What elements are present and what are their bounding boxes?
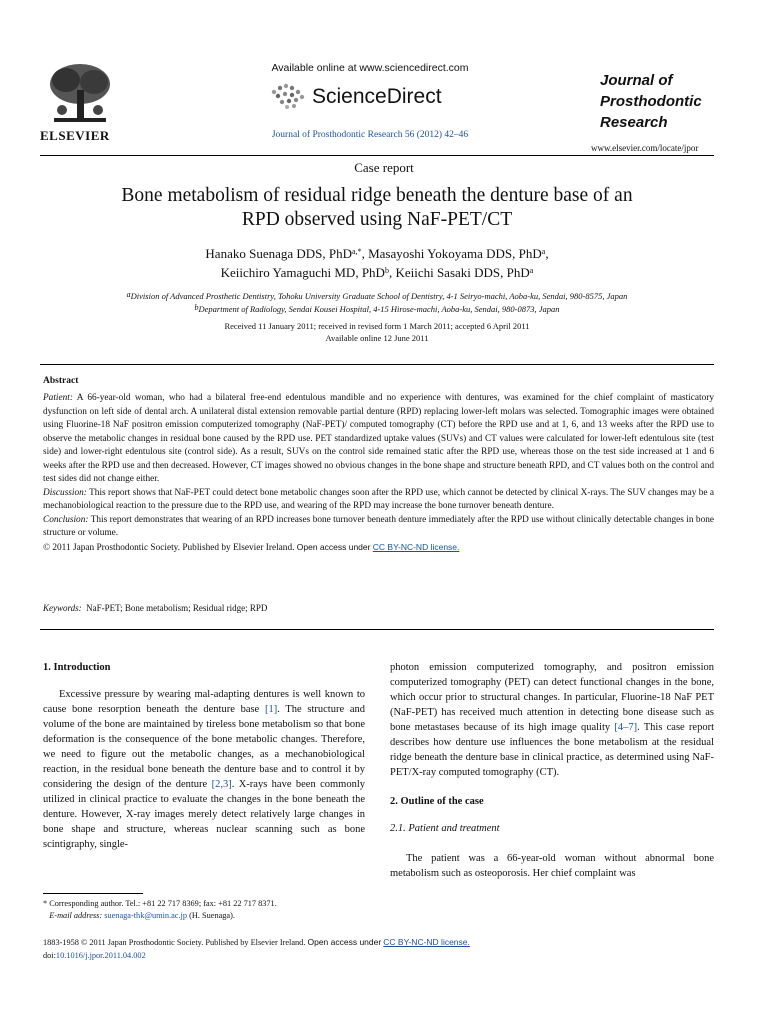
- license-link[interactable]: CC BY-NC-ND license.: [372, 541, 460, 552]
- header-divider: [40, 155, 714, 156]
- journal-title: [600, 70, 702, 133]
- author-name: Hanako Suenaga DDS, PhD: [205, 246, 352, 261]
- author-name: Keiichiro Yamaguchi MD, PhD: [220, 265, 385, 280]
- license-link[interactable]: CC BY-NC-ND license.: [383, 937, 470, 947]
- journal-url[interactable]: www.elsevier.com/locate/jpor: [591, 143, 699, 153]
- issn-line: 1883-1958 © 2011 Japan Prosthodontic Society. Published by Elsevier Ireland.: [43, 938, 306, 947]
- author-affiliation-mark[interactable]: a,*: [352, 247, 362, 256]
- abstract-top-rule: [40, 364, 714, 365]
- author-affiliation-mark[interactable]: b: [384, 266, 389, 275]
- affiliation-mark: a: [126, 290, 131, 299]
- footnote-rule: [43, 893, 143, 894]
- body-column-right: [390, 660, 714, 881]
- footnote: [43, 898, 373, 922]
- abstract-heading: Abstract: [43, 376, 79, 386]
- abstract-bottom-rule: [40, 629, 714, 630]
- continued-paragraph: [390, 660, 714, 780]
- journal-title-line-3: Research: [600, 114, 668, 131]
- affiliations: [40, 290, 714, 316]
- keywords-text: NaF-PET; Bone metabolism; Residual ridge; RPD: [86, 603, 268, 613]
- author-affiliation-mark[interactable]: a: [541, 247, 546, 256]
- available-online-date: Available online 12 June 2011: [325, 333, 429, 343]
- doi-link[interactable]: 10.1016/j.jpor.2011.04.002: [55, 951, 146, 960]
- email-suffix: (H. Suenaga).: [189, 911, 235, 920]
- citation-link[interactable]: [2,3]: [211, 779, 232, 790]
- section-heading-outline: 2. Outline of the case: [390, 796, 484, 807]
- section-heading-introduction: 1. Introduction: [43, 662, 111, 673]
- copyright-text: © 2011 Japan Prosthodontic Society. Published by Elsevier Ireland.: [43, 542, 295, 553]
- affiliation-mark: b: [194, 303, 199, 312]
- body-text: photon emission computerized tomography, and positron emission computerized tomography (PET) can detect functional changes in the bone, which occur prior to structural changes. In particular, Fluorine-18 NaF PET (NaF-PET) has received much attention in detecting bone disease such as bone metastases because of its high image quality: [390, 662, 714, 733]
- article-history: [40, 320, 714, 344]
- keywords-label: Keywords:: [43, 603, 82, 613]
- sciencedirect-logo: [268, 82, 442, 110]
- article-type: Case report: [354, 160, 414, 175]
- affiliation-a: Division of Advanced Prosthetic Dentistry, Tohoku University Graduate School of Dentistry, 4-1 Seiryo-machi, Aoba-ku, Sendai, 980-8575, Japan: [130, 291, 628, 301]
- open-access-label: Open access under: [307, 937, 382, 947]
- available-online: Available online at www.sciencedirect.com: [271, 62, 469, 74]
- body-text: . This case report describes how denture use influences the bone metabolism at the residual ridge beneath the denture base in clinical practice, as determined using NaF-PET/X-ray computed tomography (CT).: [390, 722, 714, 778]
- affiliation-b: Department of Radiology, Sendai Kousei Hospital, 4-15 Hirose-machi, Aoba-ku, Sendai, 980-0873, Japan: [198, 304, 560, 314]
- abstract-conclusion-text: This report demonstrates that wearing of an RPD increases bone turnover beneath denture immediately after the RPD use without clinically detectable changes in bone structure or volume.: [43, 514, 715, 538]
- abstract-body: [43, 392, 714, 555]
- page-footer: [43, 936, 470, 962]
- intro-text: . X-rays have been commonly utilized in clinical practice to evaluate the changes in the bone beneath the denture. However, X-ray images merely detect relatively large changes in bone shape and structure, whereas nuclear scanning such as bone scintigraphy, single-: [43, 779, 365, 850]
- citation-link[interactable]: [1]: [264, 704, 278, 715]
- abstract-patient: [43, 392, 714, 487]
- patient-paragraph: The patient was a 66-year-old woman without abnormal bone metabolism such as osteoporosis. Her chief complaint was: [390, 853, 714, 879]
- abstract-conclusion-label: Conclusion:: [43, 514, 89, 525]
- email-label: E-mail address:: [49, 911, 103, 920]
- title-line-1: Bone metabolism of residual ridge beneath the denture base of an: [121, 185, 633, 206]
- abstract-patient-label: Patient:: [43, 393, 73, 403]
- abstract-conclusion: [43, 514, 714, 541]
- corresponding-author: * Corresponding author. Tel.: +81 22 717 8369; fax: +81 22 717 8371.: [43, 899, 277, 908]
- open-access-label: Open access under: [296, 541, 371, 552]
- intro-text: . The structure and volume of the bone are maintained by tireless bone metabolism so that bone deformation is the consequence of the bone metabolic changes. Therefore, we need to figure out the metabolic changes, as a mechanobiological reaction, in the residual bone beneath the denture base and to control it by considering the design of the denture: [43, 704, 366, 790]
- abstract-copyright: [43, 541, 714, 556]
- journal-title-line-1: Journal of: [600, 72, 673, 89]
- received-dates: Received 11 January 2011; received in revised form 1 March 2011; accepted 6 April 2011: [224, 321, 530, 331]
- journal-title-line-2: Prosthodontic: [600, 93, 702, 110]
- citation-link[interactable]: [4–7]: [614, 722, 638, 733]
- publisher-name: ELSEVIER: [40, 128, 110, 143]
- author-list: Hanako Suenaga DDS, PhD$^{a,*}$, Masayoshi Yokoyama DDS, PhD$^a$, Keiichiro Yamaguchi MD, PhD$^b$, Keiichi Sasaki DDS, PhD$^a$: [205, 246, 549, 280]
- title-line-2: RPD observed using NaF-PET/CT: [241, 209, 513, 230]
- keywords: [43, 603, 267, 613]
- sciencedirect-dots-icon: [268, 82, 308, 110]
- author-name: Masayoshi Yokoyama DDS, PhD: [368, 246, 542, 261]
- article-title: [40, 184, 714, 232]
- author-affiliation-mark[interactable]: a: [529, 266, 534, 275]
- intro-paragraph: [43, 687, 365, 852]
- body-column-left: [43, 660, 365, 852]
- abstract-discussion-label: Discussion:: [43, 487, 87, 498]
- abstract-discussion: [43, 487, 714, 514]
- email-link[interactable]: suenaga-thk@umin.ac.jp: [104, 911, 188, 920]
- sciencedirect-wordmark: ScienceDirect: [312, 85, 442, 108]
- subsection-heading-patient: 2.1. Patient and treatment: [390, 823, 500, 834]
- doi-label: doi:: [43, 951, 56, 960]
- abstract-patient-text: A 66-year-old woman, who had a bilateral free-end edentulous mandible and no experience with dentures, was examined for the chief complaint of masticatory dysfunction on left side of dental arch. A unilateral distal extension removable partial denture (RPD) replacing lower-left molars was selected. Tomographic images were obtained using Fluorine-18 NaF positron emission computerized tomography (NaF-PET)/ computed tomography (CT) before the RPD use and at 1, 6, and 13 weeks after the RPD use to observe the metabolic changes in residual bone caused by the RPD use. PET standardized uptake values (SUVs) and CT values were calculated for lower-left edentulous site (test side) and lower-right edentulous site (control side). As a result, SUVs on the control side remained static after the RPD use, whereas those on the test side increased at 1 and 6 weeks after the RPD use and then decreased. However, CT images showed no obvious changes in the bone shape and structure beneath RPD, and CT values both on the control and test sides did not change either.: [43, 393, 714, 484]
- abstract-discussion-text: This report shows that NaF-PET could detect bone metabolic changes soon after the RPD use, which cannot be detected by clinical X-rays. The SUV changes may be a mechanobiological reaction to the pressure due to the RPD use, and wearing of the RPD may increase the bone turnover beneath denture.: [43, 487, 715, 511]
- journal-citation[interactable]: Journal of Prosthodontic Research 56 (2012) 42–46: [271, 130, 469, 140]
- intro-text: Excessive pressure by wearing mal-adapting dentures is well known to cause bone resorption beneath the denture base: [43, 689, 365, 715]
- author-name: Keiichi Sasaki DDS, PhD: [395, 265, 530, 280]
